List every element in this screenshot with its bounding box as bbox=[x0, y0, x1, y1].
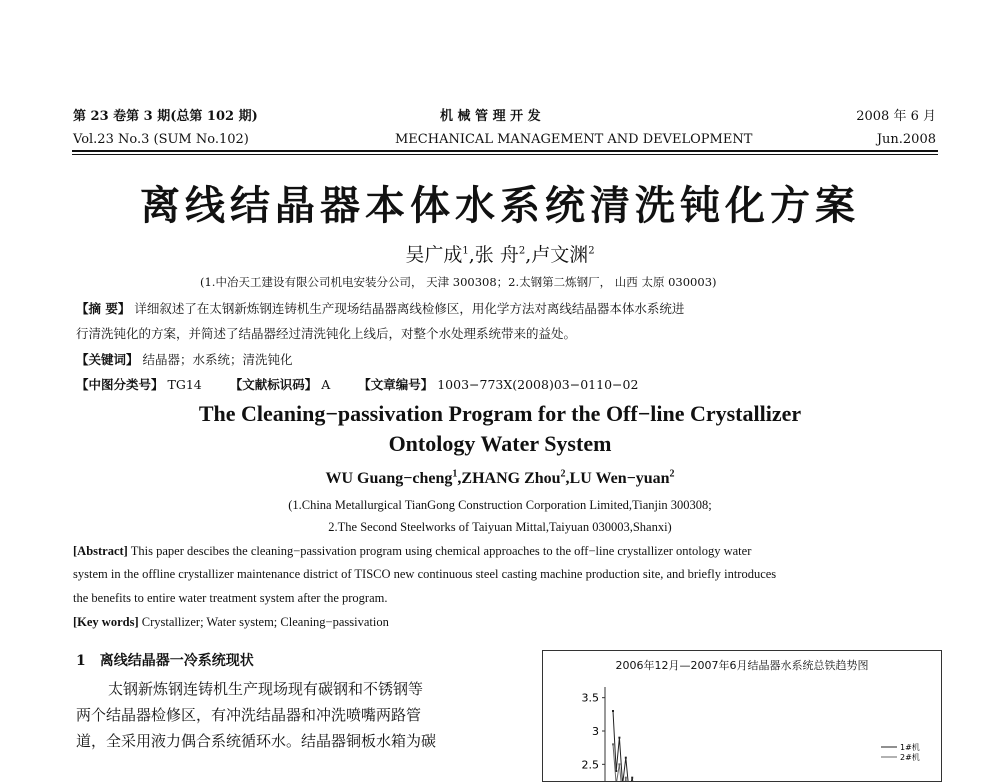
article-no-value: 1003−773X(2008)03−0110−02 bbox=[437, 377, 639, 392]
keywords-en-label: [Key words] bbox=[73, 615, 139, 629]
abstract-en-line1 bbox=[73, 541, 751, 561]
y-tick-label: 3.5 bbox=[581, 691, 599, 705]
keywords-en-text: Crystallizer; Water system; Cleaning−passivation bbox=[141, 615, 389, 629]
title-en-line1: The Cleaning−passivation Program for the Off−line Crystallizer bbox=[198, 401, 802, 426]
doc-code-value: A bbox=[321, 377, 331, 392]
authors-en bbox=[0, 469, 1000, 489]
abstract-cn-line1 bbox=[76, 300, 684, 318]
data-point bbox=[612, 743, 614, 745]
journal-title-en: MECHANICAL MANAGEMENT AND DEVELOPMENT bbox=[395, 132, 753, 147]
affiliation-cn: (1.中冶天工建设有限公司机电安装分公司， 天津 300308；2.太钢第二炼钢厂， 山西 太原 030003) bbox=[200, 275, 717, 289]
section-1-line1: 太钢新炼钢连铸机生产现场现有碳钢和不锈钢等 bbox=[108, 680, 424, 698]
issue-cn: 第 23 卷第 3 期(总第 102 期) bbox=[73, 109, 258, 124]
article-no-label: 【文章编号】 bbox=[358, 377, 434, 392]
date-cn: 2008 年 6 月 bbox=[856, 109, 936, 124]
header-rule-thin bbox=[72, 154, 938, 155]
series-line-1 bbox=[613, 711, 642, 781]
issue-en: Vol.23 No.3 (SUM No.102) bbox=[73, 132, 249, 147]
abstract-en-label: [Abstract] bbox=[73, 544, 128, 558]
authors-cn bbox=[0, 243, 1000, 267]
legend-label: 1#机 bbox=[900, 743, 920, 752]
section-1-title: 离线结晶器一冷系统现状 bbox=[99, 653, 254, 669]
abstract-cn-text-1: 详细叙述了在太钢新炼钢连铸机生产现场结晶器离线检修区，用化学方法对离线结晶器本体水系统进 bbox=[134, 301, 685, 316]
section-1-line2: 两个结晶器检修区，有冲洗结晶器和冲洗喷嘴两路管 bbox=[76, 706, 422, 724]
author-2-cn: ,张 舟 bbox=[468, 244, 519, 266]
keywords-cn bbox=[76, 351, 293, 369]
author-2-en: ,ZHANG Zhou bbox=[457, 470, 561, 487]
affiliation-en-line1: (1.China Metallurgical TianGong Construction Corporation Limited,Tianjin 300308; bbox=[288, 498, 712, 512]
author-3-cn: ,卢文渊 bbox=[525, 244, 589, 266]
abstract-en-text-2: system in the offline crystallizer maintenance district of TISCO new continuous steel casting machine production site, and briefly introduces bbox=[73, 567, 777, 581]
title-en-line2: Ontology Water System bbox=[388, 431, 612, 456]
chart-plot bbox=[543, 651, 941, 781]
author-1-en-sup: 1 bbox=[452, 468, 458, 480]
abstract-cn-text-2: 行清洗钝化的方案，并简述了结晶器经过清洗钝化上线后，对整个水处理系统带来的益处。 bbox=[76, 326, 577, 341]
data-point bbox=[618, 763, 620, 765]
author-2-sup: 2 bbox=[518, 245, 526, 257]
data-point bbox=[612, 710, 614, 712]
legend-label: 2#机 bbox=[900, 753, 920, 762]
header-rule bbox=[72, 150, 938, 152]
keywords-cn-label: 【关键词】 bbox=[76, 352, 139, 367]
y-tick-label: 2.5 bbox=[581, 758, 599, 772]
iron-trend-chart bbox=[542, 650, 942, 782]
keywords-cn-text: 结晶器；水系统；清洗钝化 bbox=[142, 352, 293, 367]
keywords-en bbox=[73, 612, 389, 632]
clc-value: TG14 bbox=[167, 377, 202, 392]
journal-title-cn: 机 械 管 理 开 发 bbox=[440, 109, 541, 124]
author-1-sup: 1 bbox=[462, 245, 469, 257]
chart-title: 2006年12月—2007年6月结晶器水系统总铁趋势图 bbox=[615, 659, 869, 672]
date-en: Jun.2008 bbox=[876, 132, 936, 147]
author-3-en-sup: 2 bbox=[669, 468, 675, 480]
data-point bbox=[618, 737, 620, 739]
doc-code-label: 【文献标识码】 bbox=[229, 377, 318, 392]
section-1-line3: 道，全采用液力偶合系统循环水。结晶器铜板水箱为碳 bbox=[76, 732, 437, 750]
affiliation-en-line2: 2.The Second Steelworks of Taiyuan Mittal,Taiyuan 030003,Shanxi) bbox=[328, 520, 672, 534]
clc-label: 【中图分类号】 bbox=[76, 377, 164, 392]
author-3-en: ,LU Wen−yuan bbox=[565, 470, 670, 487]
author-1-en: WU Guang−cheng bbox=[325, 470, 453, 487]
data-point bbox=[631, 777, 633, 779]
abstract-cn-label: 【摘 要】 bbox=[76, 301, 131, 316]
section-1-heading bbox=[76, 651, 254, 671]
classification-line bbox=[76, 376, 638, 394]
data-point bbox=[625, 777, 627, 779]
section-1-number: 1 bbox=[76, 653, 86, 669]
abstract-en-text-1: This paper descibes the cleaning−passivation program using chemical approaches to the off−line crystallizer ontology water bbox=[130, 544, 752, 558]
title-cn: 离线结晶器本体水系统清洗钝化方案 bbox=[140, 182, 860, 229]
y-tick-label: 3 bbox=[592, 725, 599, 738]
author-1-cn: 吴广成 bbox=[405, 244, 463, 266]
abstract-en-text-3: the benefits to entire water treatment system after the program. bbox=[73, 591, 388, 605]
data-point bbox=[625, 757, 627, 759]
author-2-en-sup: 2 bbox=[560, 468, 566, 480]
author-3-sup: 2 bbox=[588, 245, 595, 257]
